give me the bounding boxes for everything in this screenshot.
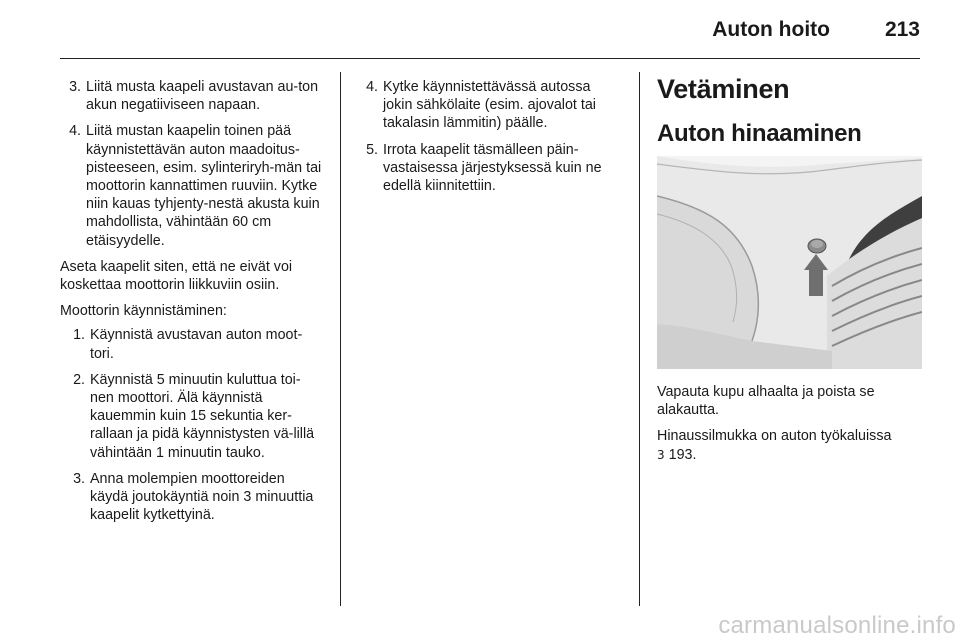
list-item-text: Kytke käynnistettävässä autossa jokin sähkölaite (esim. ajovalot tai takalasin lämmitin) päälle.	[383, 79, 596, 132]
list-item	[64, 470, 323, 525]
list-item	[60, 78, 323, 114]
subsection-heading: Auton hinaaminen	[657, 120, 862, 147]
page-header-title: Auton hoito	[712, 18, 830, 41]
towing-eye-text: Hinaussilmukka on auton työkaluissa	[657, 428, 892, 445]
section-heading: Vetäminen	[657, 74, 790, 104]
column-3	[657, 74, 922, 472]
list-item-number: 1.	[73, 327, 85, 344]
page-number: 213	[884, 18, 920, 41]
list-item-number: 3.	[73, 470, 85, 487]
paragraph-cable-placement: Aseta kaapelit siten, että ne eivät voi koskettaa moottorin liikkuviin osiin.	[60, 258, 293, 294]
column-2	[357, 78, 623, 203]
list-item-text: Liitä musta kaapeli avustavan au-ton akun negatiiviseen napaan.	[86, 79, 319, 114]
list-item-text: Anna molempien moottoreiden käydä joutokäyntiä noin 3 minuuttia kaapelit kytkettyinä.	[90, 470, 314, 524]
page-reference[interactable]: 193.	[668, 446, 697, 463]
header-rule	[60, 58, 920, 59]
paragraph-towing-eye-location	[657, 427, 922, 463]
list-item	[64, 371, 323, 462]
list-item-number: 4.	[366, 79, 378, 95]
list-item-number: 2.	[73, 371, 85, 388]
list-item-text: Käynnistä avustavan auton moot-tori.	[90, 327, 303, 362]
list-item	[357, 78, 623, 133]
towing-eye-cover-illustration	[657, 156, 922, 369]
column-1	[60, 78, 323, 532]
page-reference-icon[interactable]: 3	[657, 447, 665, 462]
column-divider-right	[639, 72, 640, 606]
list-item	[357, 141, 623, 196]
list-item-text: Irrota kaapelit täsmälleen päin-vastaisessa järjestyksessä kuin ne edellä kiinnitettiin.	[383, 141, 602, 195]
paragraph-engine-start: Moottorin käynnistäminen:	[60, 303, 227, 320]
paragraph-remove-cover: Vapauta kupu alhaalta ja poista se alakautta.	[657, 384, 875, 419]
list-item-text: Liitä mustan kaapelin toinen pää käynnistettävän auton maadoitus-pisteeseen, esim. sylinteriryh-män tai moottorin kannattimen ruuviin. Kytke niin kauas tyhjenty-nestä akusta kuin mahdollista, vähintään 60 cm etäisyydelle.	[86, 123, 322, 249]
list-item-text: Käynnistä 5 minuutin kuluttua toi-nen moottori. Älä käynnistä kauemmin kuin 15 sekuntia ker-rallaan ja pidä käynnistysten vä-lillä vähintään 1 minuutin tauko.	[90, 371, 315, 461]
watermark: carmanualsonline.info	[718, 612, 956, 639]
list-item	[64, 326, 323, 362]
list-item-number: 3.	[69, 79, 81, 95]
list-item-number: 4.	[69, 123, 81, 140]
list-item-number: 5.	[366, 141, 378, 158]
column-divider-left	[340, 72, 341, 606]
list-item	[60, 122, 323, 249]
